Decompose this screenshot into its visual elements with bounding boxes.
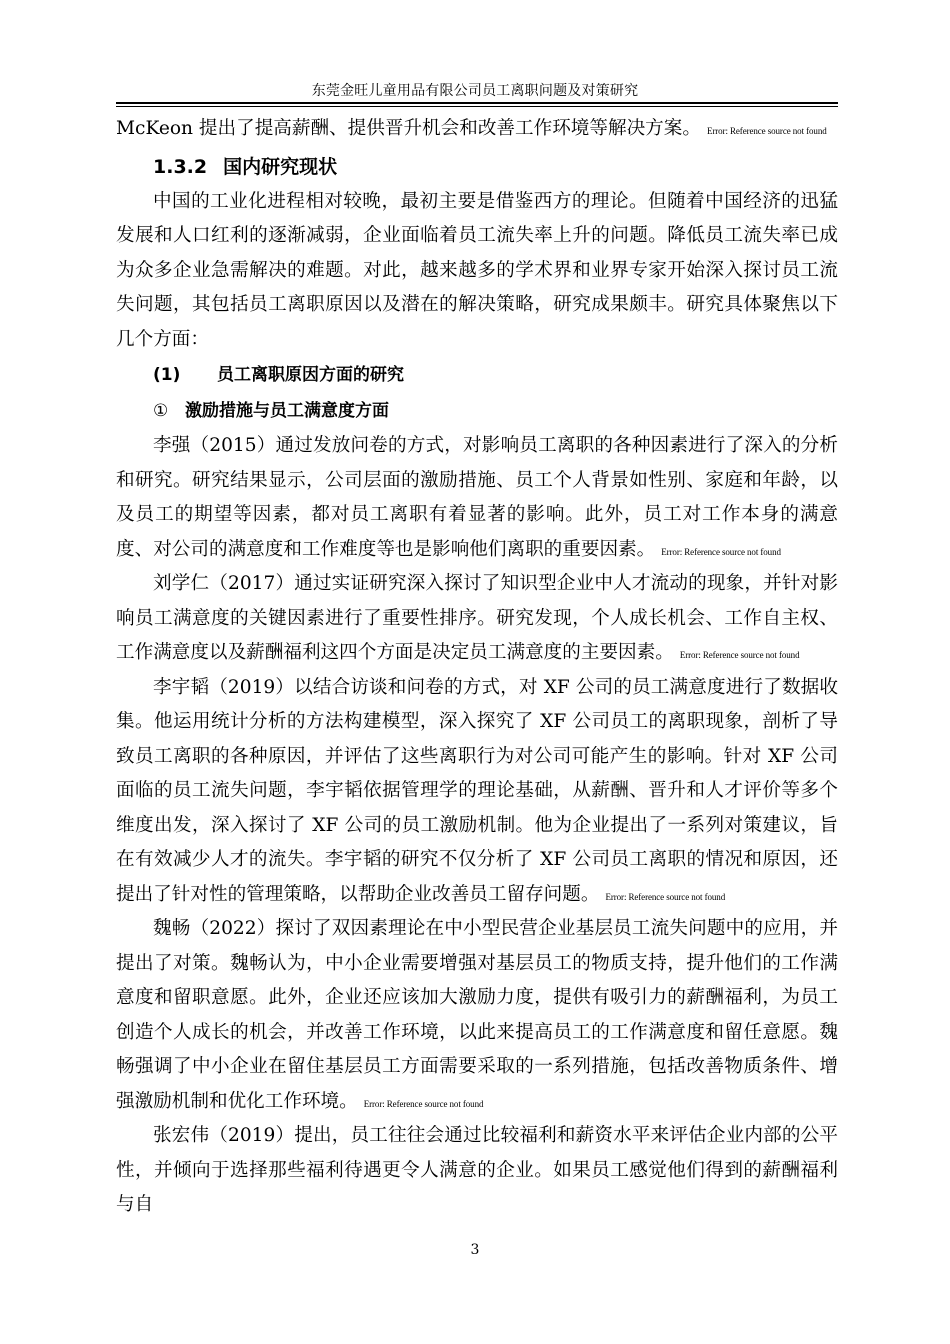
- reference-error: Error: Reference source not found: [679, 650, 800, 660]
- header-rule-thin: [116, 106, 838, 107]
- paragraph: 张宏伟（2019）提出，员工往往会通过比较福利和薪资水平来评估企业内部的公平性，并倾向于选择那些福利待遇更令人满意的企业。如果员工感觉他们得到的薪酬福利与自: [116, 1125, 838, 1215]
- page-number: 3: [470, 1242, 480, 1258]
- paragraph-text: McKeon 提出了提高薪酬、提供晋升机会和改善工作环境等解决方案。: [116, 118, 701, 139]
- paragraph: [116, 912, 838, 1119]
- reference-error: Error: Reference source not found: [706, 126, 827, 136]
- subheading-number: ①: [153, 401, 169, 421]
- subheading-title: 激励措施与员工满意度方面: [185, 401, 389, 421]
- header-rule-thick: [116, 102, 838, 104]
- paragraph-continued: [116, 112, 838, 147]
- reference-error: Error: Reference source not found: [363, 1098, 484, 1109]
- paragraph-text: 魏畅（2022）探讨了双因素理论在中小型民营企业基层员工流失问题中的应用，并提出了对策。魏畅认为，中小企业需要增强对基层员工的物质支持，提升他们的工作满意度和留职意愿。此外，企业还应该加大激励力度，提供有吸引力的薪酬福利，为员工创造个人成长的机会，并改善工作环境，以此来提高员工的工作满意度和留任意愿。魏畅强调了中小企业在留住基层员工方面需要采取的一系列措施，包括改善物质条件、增强激励机制和优化工作环境。: [116, 918, 838, 1112]
- section-number: 1.3.2: [153, 155, 208, 178]
- paragraph-text: 李宇韬（2019）以结合访谈和问卷的方式，对 XF 公司的员工满意度进行了数据收集。他运用统计分析的方法构建模型，深入探究了 XF 公司员工的离职现象，剖析了导致员工离职的各种原因，并评估了这些离职行为对公司可能产生的影响。针对 XF 公司面临的员工流失问题，李宇韬依据管理学的理论基础，从薪酬、晋升和人才评价等多个维度出发，深入探讨了 XF 公司的员工激励机制。他为企业提出了一系列对策建议，旨在有效减少人才的流失。李宇韬的研究不仅分析了 XF 公司员工离职的情况和原因，还提出了针对性的管理策略，以帮助企业改善员工留存问题。: [116, 676, 838, 905]
- paragraph: 中国的工业化进程相对较晚，最初主要是借鉴西方的理论。但随着中国经济的迅猛发展和人口红利的逐渐减弱，企业面临着员工流失率上升的问题。降低员工流失率已成为众多企业急需解决的难题。对此，越来越多的学术界和业界专家开始深入探讨员工流失问题，其包括员工离职原因以及潜在的解决策略，研究成果颇丰。研究具体聚焦以下几个方面：: [116, 190, 838, 350]
- paragraph-text: 李强（2015）通过发放问卷的方式，对影响员工离职的各种因素进行了深入的分析和研究。研究结果显示，公司层面的激励措施、员工个人背景如性别、家庭和年龄，以及员工的期望等因素，都对员工离职有着显著的影响。此外，员工对工作本身的满意度、对公司的满意度和工作难度等也是影响他们离职的重要因素。: [116, 435, 838, 560]
- paragraph: [116, 671, 838, 913]
- paragraph: [116, 567, 838, 671]
- reference-error: Error: Reference source not found: [661, 546, 781, 557]
- paragraph-text: 刘学仁（2017）通过实证研究深入探讨了知识型企业中人才流动的现象，并针对影响员工满意度的关键因素进行了重要性排序。研究发现，个人成长机会、工作自主权、工作满意度以及薪酬福利这四个方面是决定员工满意度的主要因素。: [116, 573, 838, 663]
- subheading-number: (1): [153, 365, 181, 385]
- subheading-level1: [153, 357, 838, 393]
- paragraph: [116, 429, 838, 567]
- body-text: [116, 112, 838, 1223]
- section-title: 国内研究现状: [223, 155, 338, 178]
- subheading-level2: [153, 393, 838, 429]
- section-heading: [153, 149, 838, 185]
- reference-error: Error: Reference source not found: [605, 891, 726, 902]
- running-header: 东莞金旺儿童用品有限公司员工离职问题及对策研究: [311, 83, 639, 99]
- subheading-title: 员工离职原因方面的研究: [217, 365, 404, 385]
